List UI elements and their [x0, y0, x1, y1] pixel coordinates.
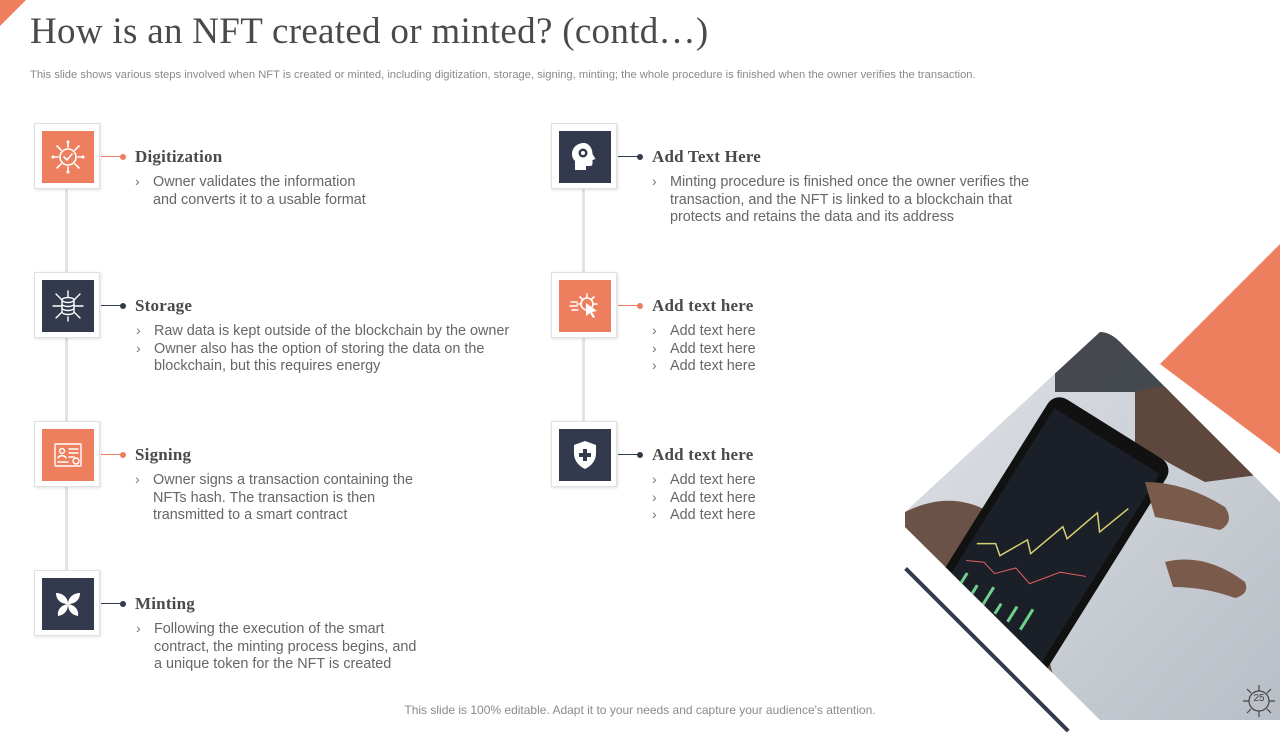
step-right-1-icon-box [551, 123, 617, 189]
step-right-2-bullets [652, 323, 756, 376]
database-network-icon [51, 289, 85, 323]
head-gear-icon [568, 140, 602, 174]
list-item: contract, the minting process begins, and [154, 638, 417, 655]
step-signing-title: Signing [135, 445, 192, 464]
step-digitization-icon-box [34, 123, 100, 189]
step-right-3-bullets [652, 472, 756, 525]
certificate-document-icon [51, 438, 85, 472]
list-item: › Add text here [652, 323, 756, 341]
gear-cursor-icon [568, 289, 602, 323]
list-item: protects and retains the data and its address [670, 209, 954, 226]
list-item: transaction, and the NFT is linked to a blockchain that [670, 191, 1013, 208]
step-right-3-title: Add text here [652, 445, 754, 464]
page-number: 25 [1253, 693, 1265, 704]
step-minting-icon-box [34, 570, 100, 636]
step-right-2-icon-box [551, 272, 617, 338]
list-item: blockchain, but this requires energy [154, 358, 381, 375]
list-item: › Raw data is kept outside of the blockchain by the owner [136, 323, 509, 341]
step-right-2-connector [618, 305, 640, 306]
step-storage-title: Storage [135, 296, 193, 315]
step-right-1-bullets [652, 174, 1029, 227]
list-item: transmitted to a smart contract [153, 507, 348, 524]
step-storage-connector [101, 305, 123, 306]
step-signing-connector [101, 454, 123, 455]
step-minting-bullets [136, 621, 416, 674]
list-item: › Add text here [652, 507, 756, 525]
step-right-2-title: Add text here [652, 296, 754, 315]
step-right-3-icon-box [551, 421, 617, 487]
list-item: › Following the execution of the smart [136, 621, 416, 639]
corner-accent [0, 0, 26, 26]
step-storage-bullets [136, 323, 509, 376]
list-item: and converts it to a usable format [153, 191, 366, 208]
list-item: a unique token for the NFT is created [154, 656, 392, 673]
step-right-1-connector [618, 156, 640, 157]
step-minting-connector [101, 603, 123, 604]
slide-title: How is an NFT created or minted? (contd…) [30, 11, 709, 52]
list-item: › Owner signs a transaction containing the [135, 472, 413, 490]
step-signing-icon-box [34, 421, 100, 487]
step-right-3-connector [618, 454, 640, 455]
slide-subtitle: This slide shows various steps involved when NFT is created or minted, including digitization, storage, signing, minting; the whole procedure is finished when the owner verifies the transaction. [30, 69, 976, 81]
list-item: › Add text here [652, 341, 756, 359]
left-timeline-line [65, 188, 68, 572]
list-item: NFTs hash. The transaction is then [153, 489, 376, 506]
verified-check-chip-icon [51, 140, 85, 174]
step-storage-icon-box [34, 272, 100, 338]
leaves-icon [51, 587, 85, 621]
list-item: › Add text here [652, 358, 756, 376]
step-minting-title: Minting [135, 594, 195, 613]
step-digitization-title: Digitization [135, 147, 223, 166]
step-digitization-bullets [135, 174, 366, 209]
smartphone-trading-photo [905, 332, 1280, 720]
list-item: › Owner also has the option of storing the data on the [136, 341, 509, 359]
step-right-1-title: Add Text Here [652, 147, 762, 166]
list-item: › Owner validates the information [135, 174, 366, 192]
list-item: › Minting procedure is finished once the owner verifies the [652, 174, 1029, 192]
slide-footer: This slide is 100% editable. Adapt it to your needs and capture your audience's attention. [404, 703, 876, 717]
shield-plus-icon [568, 438, 602, 472]
step-digitization-connector [101, 156, 123, 157]
list-item: › Add text here [652, 490, 756, 508]
list-item: › Add text here [652, 472, 756, 490]
step-signing-bullets [135, 472, 413, 525]
